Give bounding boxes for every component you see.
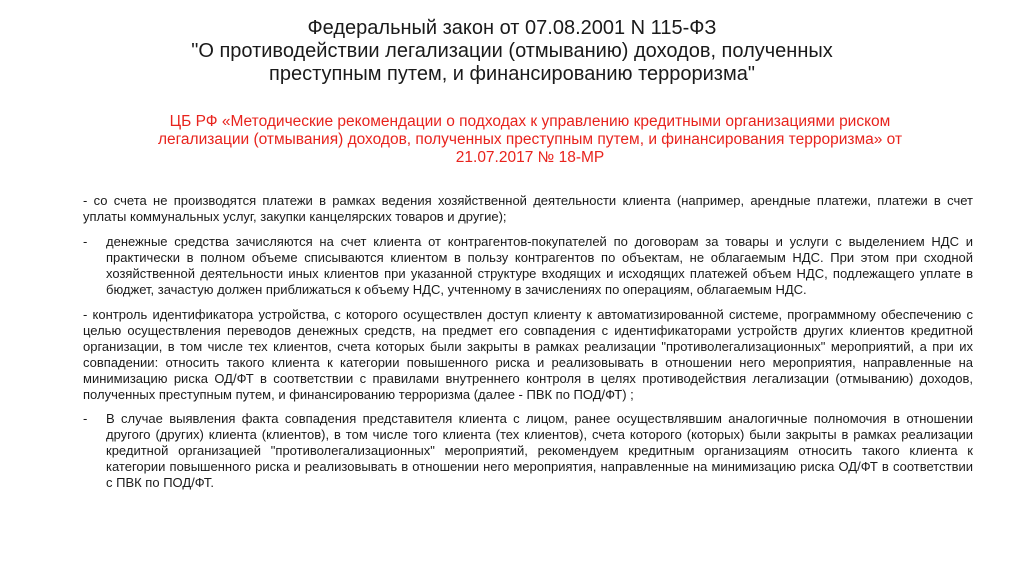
subtitle-line-3: 21.07.2017 № 18-МР [455,149,605,166]
title-line-3: преступным путем, и финансированию терроризма" [269,63,755,85]
slide-subtitle [100,113,960,167]
paragraph-representative-match [83,411,973,491]
paragraph-account-payments: - со счета не производятся платежи в рамках ведения хозяйственной деятельности клиента (например, арендные платежи, платежи в счет уплаты коммунальных услуг, закупки канцелярских товаров и другие); [83,193,973,224]
paragraph-device-id-control: - контроль идентификатора устройства, с которого осуществлен доступ клиенту к автоматизированной системе, программному обеспечению с целью осуществления переводов денежных средств, на предмет его совпадения с идентификаторами устройств других клиентов кредитной организации, в том числе тех клиентов, счета которых были закрыты в рамках реализации "противолегализационных" мероприятий, а при их совпадении: относить такого клиента к категории повышенного риска и реализовывать в отношении него мероприятия, направленные на минимизацию риска ОД/ФТ в соответствии с правилами внутреннего контроля в целях противодействия легализации (отмыванию) доходов, полученных преступным путем, и финансированию терроризма (далее - ПВК по ПОД/ФТ) ; [83,307,973,402]
subtitle-line-1: ЦБ РФ «Методические рекомендации о подходах к управлению кредитными организациями риском [169,113,891,130]
bullet-marker: - [83,234,88,249]
paragraph-vat-funds-text: денежные средства зачисляются на счет клиента от контрагентов-покупателей по договорам за товары и услуги с выделением НДС и практически в полном объеме списываются клиентом в пользу контрагентов по объектам, не облагаемым НДС. При этом при сходной хозяйственной деятельности иных клиентов при указанной структуре входящих и исходящих платежей объем НДС, подлежащего уплате в бюджет, зачастую должен приближаться к объему НДС, учтенному в зачислениях по операциям, облагаемым НДС. [106,234,973,297]
paragraph-representative-match-text: В случае выявления факта совпадения представителя клиента с лицом, ранее осуществлявшим аналогичные полномочия в отношении другого (других) клиента (клиентов), в том числе того клиента (тех клиентов), счета которого (которых) были закрыты в рамках реализации кредитной организацией "противолегализационных" мероприятий, рекомендуем кредитным организациям относить такого клиента к категории повышенного риска и реализовывать в отношении него мероприятия, направленные на минимизацию риска ОД/ФТ в соответствии с ПВК по ПОД/ФТ. [106,411,973,490]
bullet-marker: - [83,411,88,426]
title-line-2: "О противодействии легализации (отмыванию) доходов, полученных [191,40,833,62]
slide-title [150,17,874,86]
subtitle-line-2: легализации (отмывания) доходов, полученных преступным путем, и финансирования терроризма» от [157,131,903,148]
title-line-1: Федеральный закон от 07.08.2001 N 115-ФЗ [307,17,717,39]
body-text [83,193,973,500]
paragraph-vat-funds [83,234,973,298]
